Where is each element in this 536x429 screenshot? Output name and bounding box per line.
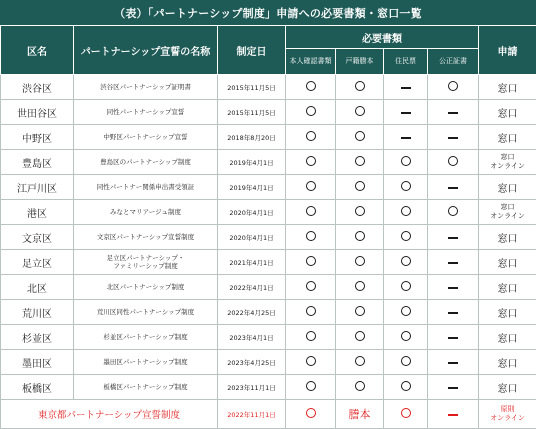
circle-icon (355, 256, 365, 266)
dash-icon (401, 87, 411, 89)
doc-mark (428, 350, 479, 375)
doc-mark (286, 275, 336, 300)
circle-icon (306, 231, 316, 241)
doc-mark (286, 350, 336, 375)
dash-icon (448, 237, 458, 239)
circle-icon (355, 281, 365, 291)
doc-mark (428, 250, 479, 275)
enact-date: 2015年11月5日 (218, 75, 286, 100)
dash-icon (448, 137, 458, 139)
enact-date: 2020年4月1日 (218, 225, 286, 250)
dash-icon (448, 112, 458, 114)
ward-name: 中野区 (1, 125, 74, 150)
apply-method: 窓口 (479, 75, 536, 100)
doc-mark (384, 175, 428, 200)
circle-icon (401, 281, 411, 291)
table-row (1, 300, 536, 325)
doc-mark (428, 100, 479, 125)
doc-mark (384, 75, 428, 100)
doc-mark (336, 300, 384, 325)
apply-method: 窓口 (479, 350, 536, 375)
table-row (1, 325, 536, 350)
table-row (1, 275, 536, 300)
apply-method: 原則 オンライン (479, 400, 536, 429)
circle-icon (355, 356, 365, 366)
doc-mark (336, 75, 384, 100)
enact-date: 2023年4月25日 (218, 350, 286, 375)
doc-mark (428, 325, 479, 350)
circle-icon (355, 231, 365, 241)
dash-icon (448, 362, 458, 364)
doc-mark (428, 275, 479, 300)
system-name: 豊島区のパートナーシップ制度 (74, 150, 218, 175)
circle-icon (306, 156, 316, 166)
system-name: 板橋区パートナーシップ制度 (74, 375, 218, 400)
circle-icon (448, 81, 458, 91)
circle-icon (306, 356, 316, 366)
dash-icon (448, 337, 458, 339)
doc-mark (286, 325, 336, 350)
tokyo-system-name: 東京都パートナーシップ宣誓制度 (1, 400, 218, 429)
dash-icon (401, 112, 411, 114)
doc-mark (286, 200, 336, 225)
circle-icon (448, 156, 458, 166)
header-doc-notary: 公正証書 (428, 49, 479, 75)
doc-mark (336, 325, 384, 350)
doc-mark (384, 350, 428, 375)
ward-name: 杉並区 (1, 325, 74, 350)
table-row-tokyo (1, 400, 536, 429)
circle-icon (306, 106, 316, 116)
dash-icon (401, 137, 411, 139)
enact-date: 2022年4月25日 (218, 300, 286, 325)
circle-icon (306, 281, 316, 291)
circle-icon (355, 381, 365, 391)
circle-icon (306, 181, 316, 191)
table-row (1, 350, 536, 375)
system-name: 足立区パートナーシップ・ ファミリーシップ制度 (74, 250, 218, 275)
table-row (1, 250, 536, 275)
apply-method: 窓口 (479, 125, 536, 150)
table-row (1, 75, 536, 100)
apply-method: 窓口 (479, 300, 536, 325)
header-doc-koseki: 戸籍謄本 (336, 49, 384, 75)
system-name: 荒川区同性パートナーシップ制度 (74, 300, 218, 325)
doc-mark (336, 150, 384, 175)
circle-icon (306, 408, 316, 418)
dash-icon (448, 262, 458, 264)
circle-icon (306, 331, 316, 341)
requirements-table (0, 25, 536, 429)
enact-date: 2023年11月1日 (218, 375, 286, 400)
system-name: 同性パートナーシップ宣誓 (74, 100, 218, 125)
system-name: 同性パートナー関係申出書受領証 (74, 175, 218, 200)
doc-mark (286, 75, 336, 100)
table-row (1, 150, 536, 175)
apply-method: 窓口 (479, 375, 536, 400)
apply-method: 窓口 (479, 250, 536, 275)
doc-mark (336, 225, 384, 250)
doc-mark (336, 125, 384, 150)
system-name: 墨田区パートナーシップ制度 (74, 350, 218, 375)
circle-icon (355, 156, 365, 166)
circle-icon (306, 306, 316, 316)
circle-icon (401, 331, 411, 341)
dash-icon (448, 387, 458, 389)
table-row (1, 125, 536, 150)
doc-mark (384, 400, 428, 429)
dash-icon (448, 312, 458, 314)
enact-date: 2022年4月1日 (218, 275, 286, 300)
doc-mark (428, 300, 479, 325)
header-date: 制定日 (218, 26, 286, 75)
circle-icon (306, 131, 316, 141)
doc-mark (384, 150, 428, 175)
doc-mark (428, 200, 479, 225)
dash-icon (448, 287, 458, 289)
dash-icon (448, 187, 458, 189)
doc-mark (286, 400, 336, 429)
enact-date: 2021年4月1日 (218, 250, 286, 275)
doc-mark (336, 275, 384, 300)
doc-mark (428, 150, 479, 175)
table-title: （表）「パートナーシップ制度」申請への必要書類・窓口一覧 (0, 0, 536, 25)
doc-mark (428, 175, 479, 200)
circle-icon (355, 331, 365, 341)
doc-mark (384, 325, 428, 350)
doc-mark (336, 250, 384, 275)
ward-name: 墨田区 (1, 350, 74, 375)
circle-icon (448, 206, 458, 216)
circle-icon (355, 131, 365, 141)
doc-mark (336, 200, 384, 225)
system-name: 文京区パートナーシップ宣誓制度 (74, 225, 218, 250)
doc-mark (286, 375, 336, 400)
table-body (1, 75, 536, 429)
ward-name: 渋谷区 (1, 75, 74, 100)
table-row (1, 100, 536, 125)
header-ward: 区名 (1, 26, 74, 75)
ward-name: 世田谷区 (1, 100, 74, 125)
circle-icon (401, 206, 411, 216)
doc-mark (428, 225, 479, 250)
ward-name: 荒川区 (1, 300, 74, 325)
doc-mark (384, 250, 428, 275)
system-name: 中野区パートナーシップ宣誓 (74, 125, 218, 150)
doc-mark (384, 200, 428, 225)
header-doc-juminhyo: 住民票 (384, 49, 428, 75)
doc-mark (384, 125, 428, 150)
enact-date: 2019年4月1日 (218, 150, 286, 175)
enact-date: 2015年11月5日 (218, 100, 286, 125)
doc-mark (428, 75, 479, 100)
circle-icon (401, 181, 411, 191)
doc-mark (286, 300, 336, 325)
apply-method: 窓口 オンライン (479, 150, 536, 175)
doc-mark (384, 375, 428, 400)
circle-icon (355, 306, 365, 316)
enact-date: 2022年11月1日 (218, 400, 286, 429)
ward-name: 江戸川区 (1, 175, 74, 200)
apply-method: 窓口 (479, 275, 536, 300)
dash-icon (448, 414, 458, 416)
doc-mark (286, 225, 336, 250)
circle-icon (401, 306, 411, 316)
doc-mark (384, 275, 428, 300)
ward-name: 豊島区 (1, 150, 74, 175)
apply-method: 窓口 (479, 175, 536, 200)
doc-mark (336, 350, 384, 375)
circle-icon (401, 231, 411, 241)
circle-icon (401, 256, 411, 266)
ward-name: 足立区 (1, 250, 74, 275)
ward-name: 北区 (1, 275, 74, 300)
header-doc-id: 本人確認書類 (286, 49, 336, 75)
circle-icon (401, 381, 411, 391)
header-docs: 必要書類 (286, 26, 479, 49)
ward-name: 港区 (1, 200, 74, 225)
enact-date: 2018年8月20日 (218, 125, 286, 150)
doc-mark (384, 100, 428, 125)
doc-mark (336, 100, 384, 125)
doc-mark: 謄本 (336, 400, 384, 429)
circle-icon (306, 381, 316, 391)
enact-date: 2020年4月1日 (218, 200, 286, 225)
doc-mark (384, 300, 428, 325)
ward-name: 板橋区 (1, 375, 74, 400)
apply-method: 窓口 (479, 325, 536, 350)
ward-name: 文京区 (1, 225, 74, 250)
circle-icon (355, 181, 365, 191)
table-row (1, 200, 536, 225)
doc-mark (286, 100, 336, 125)
circle-icon (306, 81, 316, 91)
circle-icon (355, 106, 365, 116)
circle-icon (355, 81, 365, 91)
circle-icon (401, 356, 411, 366)
apply-method: 窓口 (479, 100, 536, 125)
enact-date: 2023年4月1日 (218, 325, 286, 350)
circle-icon (355, 206, 365, 216)
doc-mark (286, 175, 336, 200)
circle-icon (401, 156, 411, 166)
doc-mark (286, 150, 336, 175)
doc-mark (428, 125, 479, 150)
doc-mark (286, 125, 336, 150)
table-row (1, 375, 536, 400)
circle-icon (306, 206, 316, 216)
circle-icon (306, 256, 316, 266)
doc-mark (336, 175, 384, 200)
header-system: パートナーシップ宣誓の名称 (74, 26, 218, 75)
doc-mark (286, 250, 336, 275)
enact-date: 2019年4月1日 (218, 175, 286, 200)
table-row (1, 225, 536, 250)
system-name: 渋谷区パートナーシップ証明書 (74, 75, 218, 100)
system-name: 杉並区パートナーシップ制度 (74, 325, 218, 350)
doc-mark (428, 400, 479, 429)
apply-method: 窓口 (479, 225, 536, 250)
doc-mark (384, 225, 428, 250)
doc-mark (428, 375, 479, 400)
doc-mark (336, 375, 384, 400)
system-name: みなとマリアージュ制度 (74, 200, 218, 225)
table-row (1, 175, 536, 200)
header-apply: 申請 (479, 26, 536, 75)
system-name: 北区パートナーシップ制度 (74, 275, 218, 300)
circle-icon (401, 408, 411, 418)
apply-method: 窓口 オンライン (479, 200, 536, 225)
